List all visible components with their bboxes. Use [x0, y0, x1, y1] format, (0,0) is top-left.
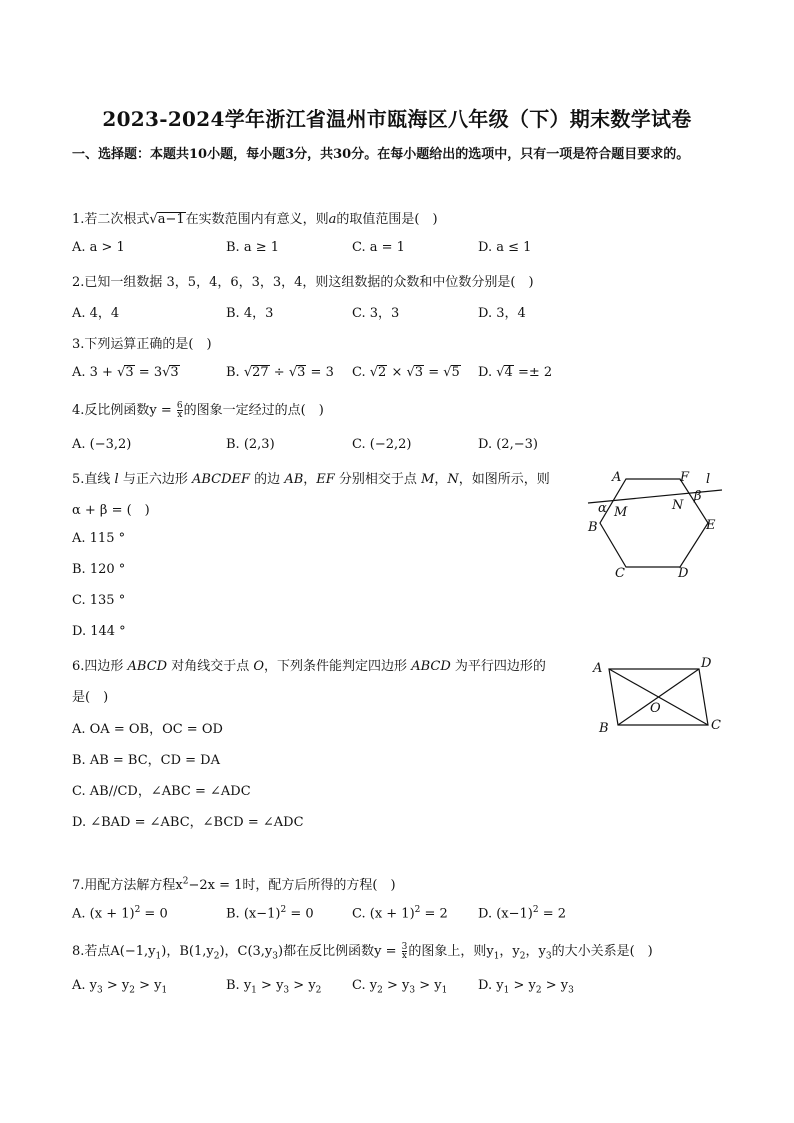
label-l: l — [706, 472, 711, 487]
option-a[interactable]: A. a > 1 — [72, 240, 125, 255]
label-o: O — [650, 701, 661, 716]
option-c[interactable]: C. 3，3 — [352, 306, 400, 321]
option-d[interactable]: D. 144 ° — [72, 624, 126, 639]
label-b: B — [599, 721, 609, 736]
option-b[interactable]: B. 120 ° — [72, 562, 126, 577]
parallelogram-figure — [585, 652, 730, 742]
option-d[interactable]: D. √4 =± 2 — [478, 365, 553, 380]
option-c[interactable]: C. a = 1 — [352, 240, 405, 255]
option-a[interactable]: A. 3 + √3 = 3√3 — [72, 365, 179, 380]
option-b[interactable]: B. 4，3 — [226, 306, 274, 321]
option-d[interactable]: D. ∠BAD = ∠ABC，∠BCD = ∠ADC — [72, 815, 304, 830]
option-a[interactable]: A. (−3,2) — [72, 437, 132, 452]
hexagon-figure — [580, 465, 730, 585]
page-title: 2023-2024学年浙江省温州市瓯海区八年级（下）期末数学试卷 — [102, 107, 692, 131]
label-n: N — [672, 498, 684, 513]
option-c[interactable]: C. AB//CD，∠ABC = ∠ADC — [72, 784, 251, 799]
section-heading: 一、选择题：本题共10小题，每小题3分，共30分。在每小题给出的选项中，只有一项是符合题目要求的。 — [72, 147, 690, 162]
fraction: $\frac{3}{x}$ — [401, 942, 408, 961]
question-6-line2: 是( ) — [72, 690, 109, 705]
question-1: 1.若二次根式√a−1在实数范围内有意义，则a的取值范围是( ) — [72, 212, 438, 227]
option-c[interactable]: C. (−2,2) — [352, 437, 412, 452]
question-4: 4.反比例函数y = $\frac{6}{x}$ 的图象一定经过的点( ) — [72, 401, 324, 420]
question-5: 5.直线 l 与正六边形 ABCDEF 的边 AB，EF 分别相交于点 M，N，如图所示，则 — [72, 472, 550, 487]
line-l — [588, 490, 722, 503]
option-c[interactable]: C. √2 × √3 = √5 — [352, 365, 460, 380]
question-2: 2.已知一组数据 3，5，4，6，3，3，4，则这组数据的众数和中位数分别是( ) — [72, 275, 534, 290]
option-d[interactable]: D. 3，4 — [478, 306, 526, 321]
option-d[interactable]: D. a ≤ 1 — [478, 240, 532, 255]
fraction: $\frac{6}{x}$ — [176, 401, 183, 420]
option-b[interactable]: B. AB = BC，CD = DA — [72, 753, 220, 768]
option-d[interactable]: D. (2,−3) — [478, 437, 538, 452]
sqrt-icon: √ — [149, 212, 158, 227]
question-5-line2: α + β = ( ) — [72, 503, 150, 518]
hexagon-shape — [600, 479, 708, 567]
question-8: 8.若点$A(-1,y_1)$，$B(1,y_2)$，$C(3,y_3)$都在反比例函数y = $\frac{3}{x}$ 的图象上，则$y_1$，$y_2$，$y_3$的大小关系是( ) — [72, 942, 653, 962]
label-d: D — [701, 656, 712, 671]
label-b: B — [588, 520, 598, 535]
label-c: C — [615, 566, 625, 581]
option-c[interactable]: C. $y_2 > y_3 > y_1$ — [352, 978, 448, 996]
option-b[interactable]: B. $y_1 > y_3 > y_2$ — [226, 978, 322, 996]
label-c: C — [711, 718, 721, 733]
option-d[interactable]: D. $(x-1)^2 = 2$ — [478, 905, 567, 922]
label-e: E — [706, 518, 716, 533]
label-alpha: α — [598, 501, 607, 516]
label-beta: β — [694, 489, 702, 504]
option-a[interactable]: A. 115 ° — [72, 531, 126, 546]
option-c[interactable]: C. $(x + 1)^2 = 2$ — [352, 905, 448, 922]
question-3: 3.下列运算正确的是( ) — [72, 337, 212, 352]
label-d: D — [678, 566, 689, 581]
option-a[interactable]: A. $y_3 > y_2 > y_1$ — [72, 978, 168, 996]
option-b[interactable]: B. a ≥ 1 — [226, 240, 279, 255]
option-a[interactable]: A. 4，4 — [72, 306, 120, 321]
diagonal-bd — [618, 669, 699, 725]
label-a: A — [593, 661, 603, 676]
label-f: F — [680, 470, 690, 485]
option-b[interactable]: B. (2,3) — [226, 437, 275, 452]
option-c[interactable]: C. 135 ° — [72, 593, 126, 608]
label-a: A — [612, 470, 622, 485]
option-a[interactable]: A. $(x + 1)^2 = 0$ — [72, 905, 168, 922]
question-6: 6.四边形 ABCD 对角线交于点 O，下列条件能判定四边形 ABCD 为平行四边形的 — [72, 659, 546, 674]
option-d[interactable]: D. $y_1 > y_2 > y_3$ — [478, 978, 574, 996]
option-a[interactable]: A. OA = OB，OC = OD — [72, 722, 223, 737]
option-b[interactable]: B. √27 ÷ √3 = 3 — [226, 365, 334, 380]
question-7: 7.用配方法解方程$x^2-2x = 1$时，配方后所得的方程( ) — [72, 876, 396, 893]
option-b[interactable]: B. $(x-1)^2 = 0$ — [226, 905, 314, 922]
label-m: M — [614, 505, 628, 520]
